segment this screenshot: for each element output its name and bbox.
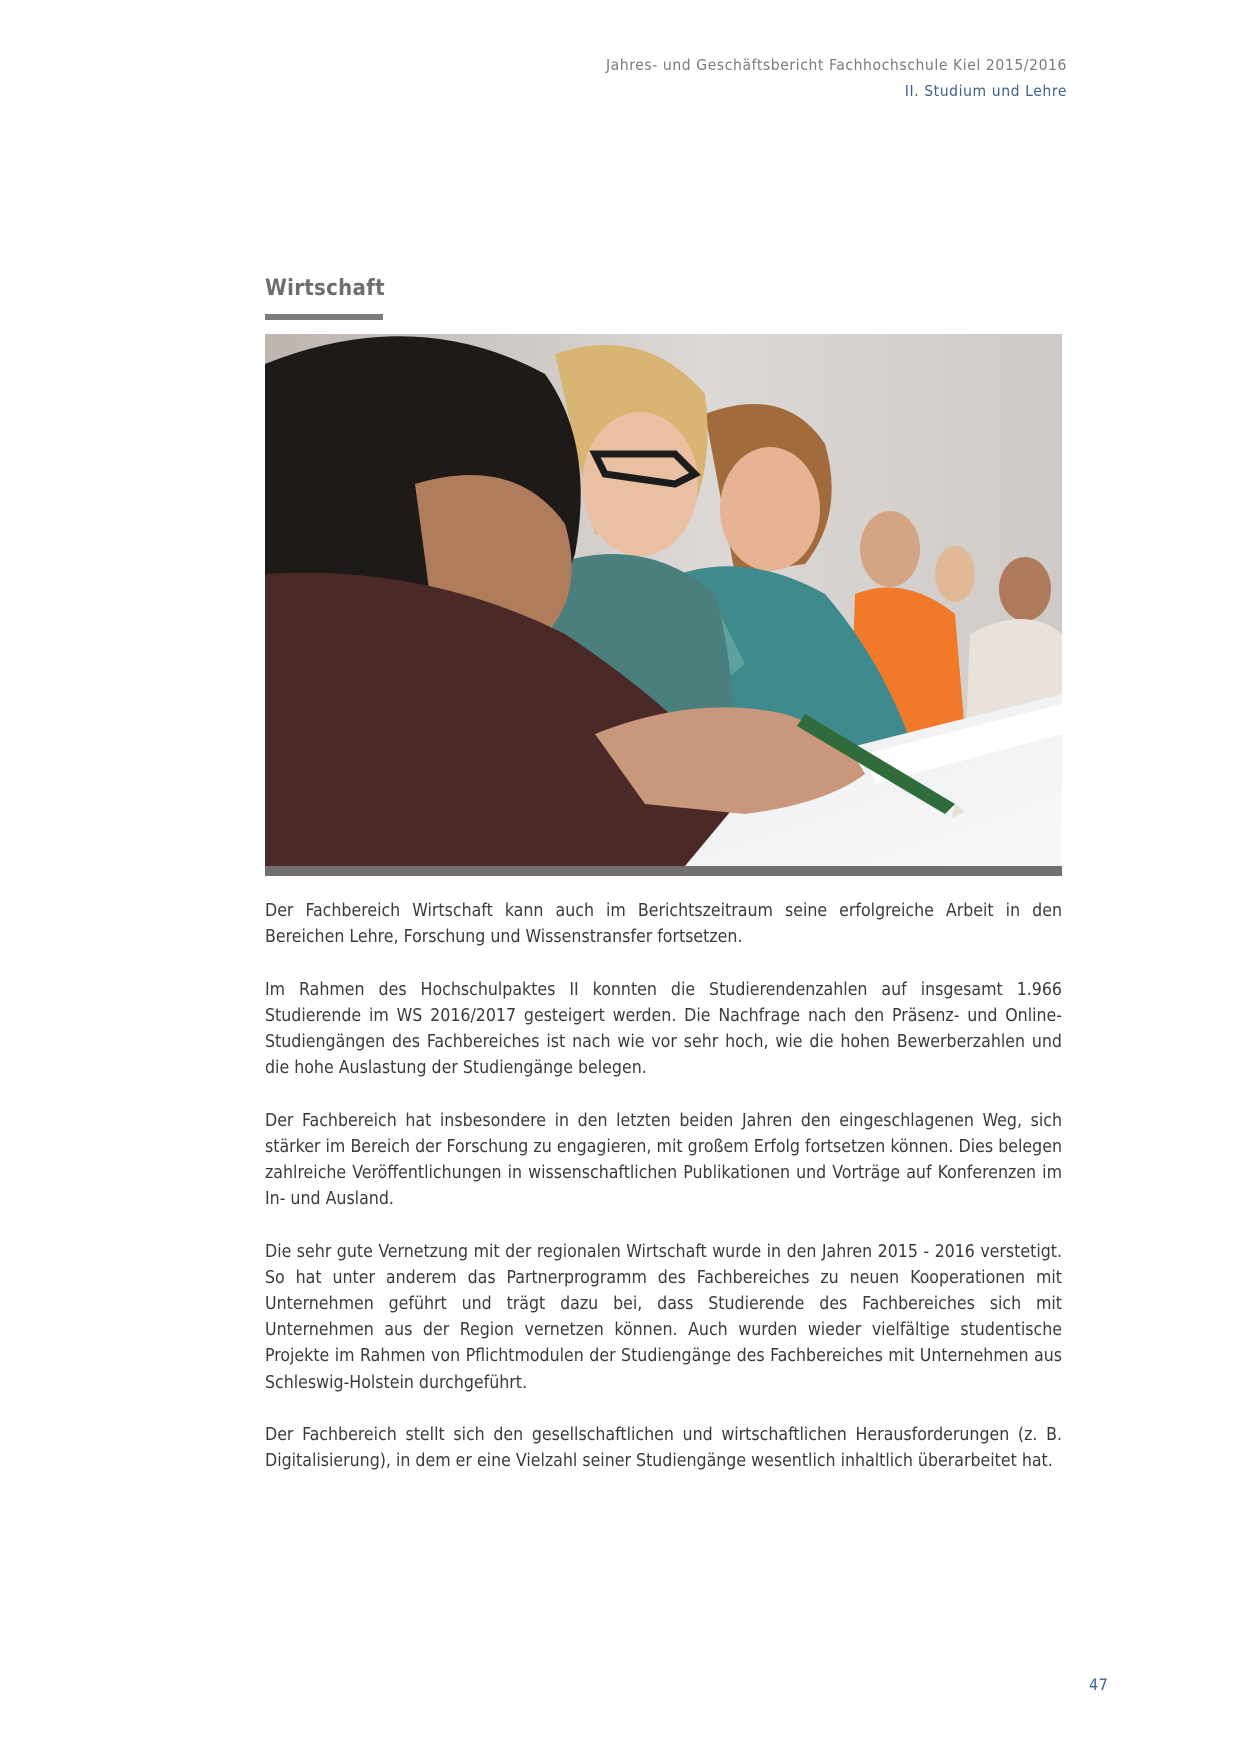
paragraph-1: Der Fachbereich Wirtschaft kann auch im Berichtszeitraum seine erfolgreiche Arbeit in den Bereichen Lehre, Forschung und Wissenstransfer fortsetzen. xyxy=(265,901,1062,948)
running-header xyxy=(606,52,1067,104)
chapter-title: II. Studium und Lehre xyxy=(904,82,1067,100)
paragraph-5: Der Fachbereich stellt sich den gesellschaftlichen und wirtschaftlichen Herausforderungen (z. B. Digitalisierung), in dem er eine Vielzahl seiner Studiengänge wesentlich inhaltlich überarbeitet hat. xyxy=(265,1425,1062,1472)
paragraph-4: Die sehr gute Vernetzung mit der regionalen Wirtschaft wurde in den Jahren 2015 - 2016 verstetigt. So hat unter anderem das Partnerprogramm des Fachbereiches zu neuen Kooperationen mit Unternehmen geführt und trägt dazu bei, dass Studierende des Fachbereiches sich mit Unternehmen aus der Region vernetzen können. Auch wurden wieder vielfältige studentische Projekte im Rahmen von Pflichtmodulen der Studiengänge des Fachbereiches mit Unternehmen aus Schleswig-Holstein durchgeführt. xyxy=(265,1241,1062,1393)
section-heading: Wirtschaft xyxy=(265,276,385,301)
report-title: Jahres- und Geschäftsbericht Fachhochschule Kiel 2015/2016 xyxy=(605,56,1067,74)
students-lecture-photo xyxy=(265,334,1062,866)
paragraph-3: Der Fachbereich hat insbesondere in den letzten beiden Jahren den eingeschlagenen Weg, sich stärker im Bereich der Forschung zu engagieren, mit großem Erfolg fortsetzen können. Dies belegen zahlreiche Veröffentlichungen in wissenschaftlichen Publikationen und Vorträge auf Konferenzen im In- und Ausland. xyxy=(265,1110,1062,1210)
body-text xyxy=(265,898,1062,1501)
photo-bottom-bar xyxy=(265,866,1062,876)
heading-underline xyxy=(265,314,383,320)
paragraph-2: Im Rahmen des Hochschulpaktes II konnten die Studierendenzahlen auf insgesamt 1.966 Studierende im WS 2016/2017 gesteigert werden. Die Nachfrage nach den Präsenz- und Online-Studiengängen des Fachbereiches ist nach wie vor sehr hoch, wie die hohen Bewerberzahlen und die hohe Auslastung der Studiengänge belegen. xyxy=(265,979,1062,1079)
page-number: 47 xyxy=(1089,1675,1109,1694)
